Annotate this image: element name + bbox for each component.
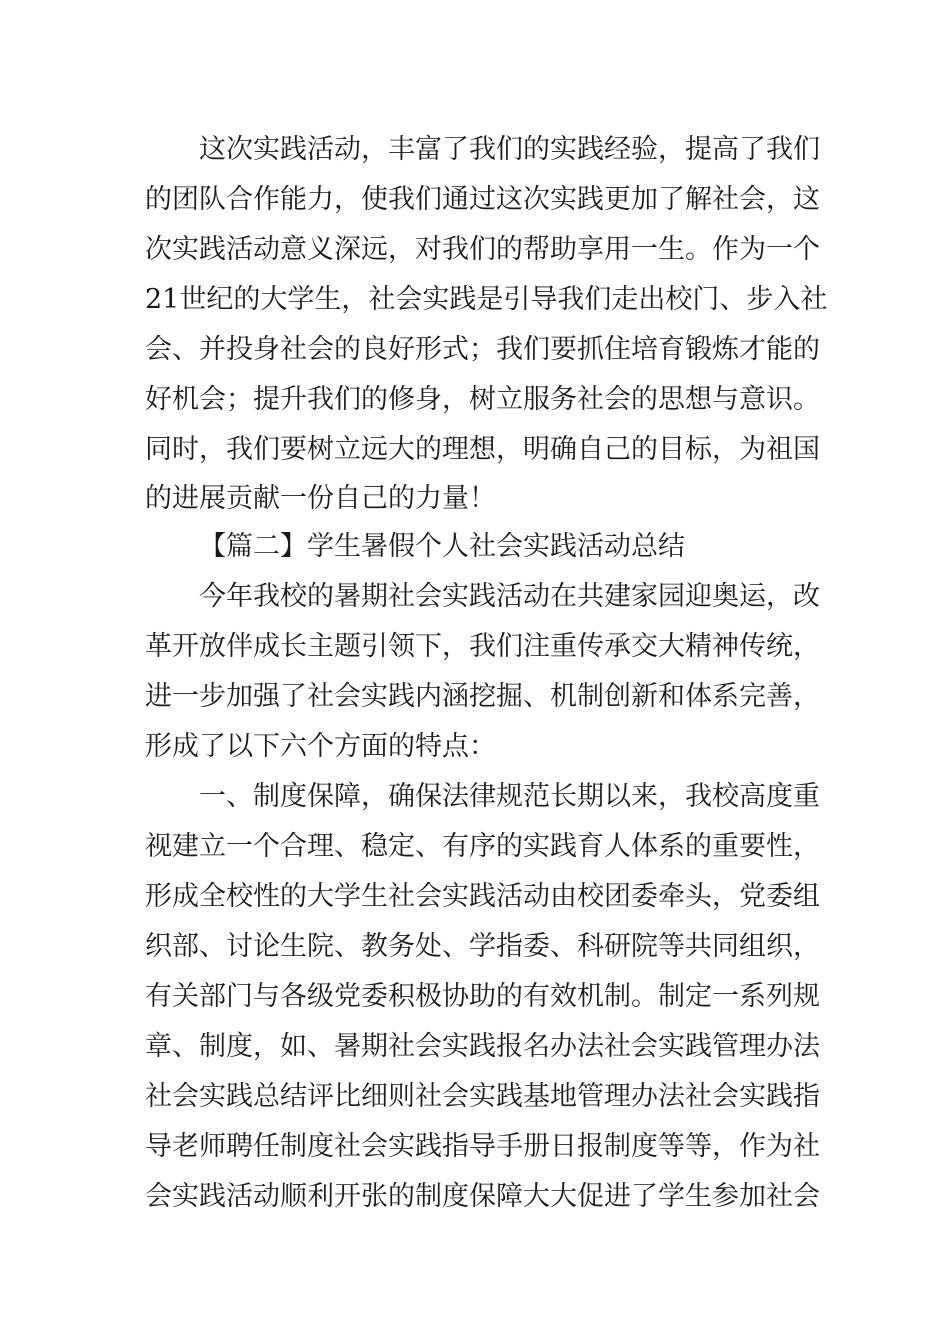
paragraph-line: 革开放伴成长主题引领下，我们注重传承交大精神传统， [145,631,820,662]
paragraph-line: 有关部门与各级党委积极协助的有效机制。制定一系列规 [145,981,820,1012]
paragraph-line: 好机会；提升我们的修身，树立服务社会的思想与意识。 [145,384,820,415]
paragraph-line: 织部、讨论生院、教务处、学指委、科研院等共同组织， [145,931,820,962]
paragraph-line: 章、制度，如、暑期社会实践报名办法社会实践管理办法 [145,1031,820,1062]
paragraph-line: 社会实践总结评比细则社会实践基地管理办法社会实践指 [145,1081,820,1112]
section-heading: 【篇二】学生暑假个人社会实践活动总结 [199,531,685,562]
paragraph-line: 进一步加强了社会实践内涵挖掘、机制创新和体系完善， [145,681,820,712]
paragraph-line: 的进展贡献一份自己的力量！ [145,483,496,514]
paragraph-line: 形成全校性的大学生社会实践活动由校团委牵头，党委组 [145,881,820,912]
paragraph-line: 形成了以下六个方面的特点： [145,731,496,762]
paragraph-line: 同时，我们要树立远大的理想，明确自己的目标，为祖国 [145,434,820,465]
paragraph-line: 一、制度保障，确保法律规范长期以来，我校高度重 [199,781,820,812]
paragraph-line: 导老师聘任制度社会实践指导手册日报制度等等，作为社 [145,1131,820,1162]
paragraph-line: 会、并投身社会的良好形式；我们要抓住培育锻炼才能的 [145,334,820,365]
paragraph-line: 21世纪的大学生，社会实践是引导我们走出校门、步入社 [145,284,828,315]
paragraph-line: 今年我校的暑期社会实践活动在共建家园迎奥运，改 [199,581,820,612]
paragraph-line: 这次实践活动，丰富了我们的实践经验，提高了我们 [199,134,820,165]
paragraph-line: 的团队合作能力，使我们通过这次实践更加了解社会，这 [145,184,820,215]
paragraph-line: 视建立一个合理、稳定、有序的实践育人体系的重要性， [145,831,820,862]
paragraph-line: 会实践活动顺利开张的制度保障大大促进了学生参加社会 [145,1181,820,1212]
paragraph-line: 次实践活动意义深远，对我们的帮助享用一生。作为一个 [145,234,820,265]
